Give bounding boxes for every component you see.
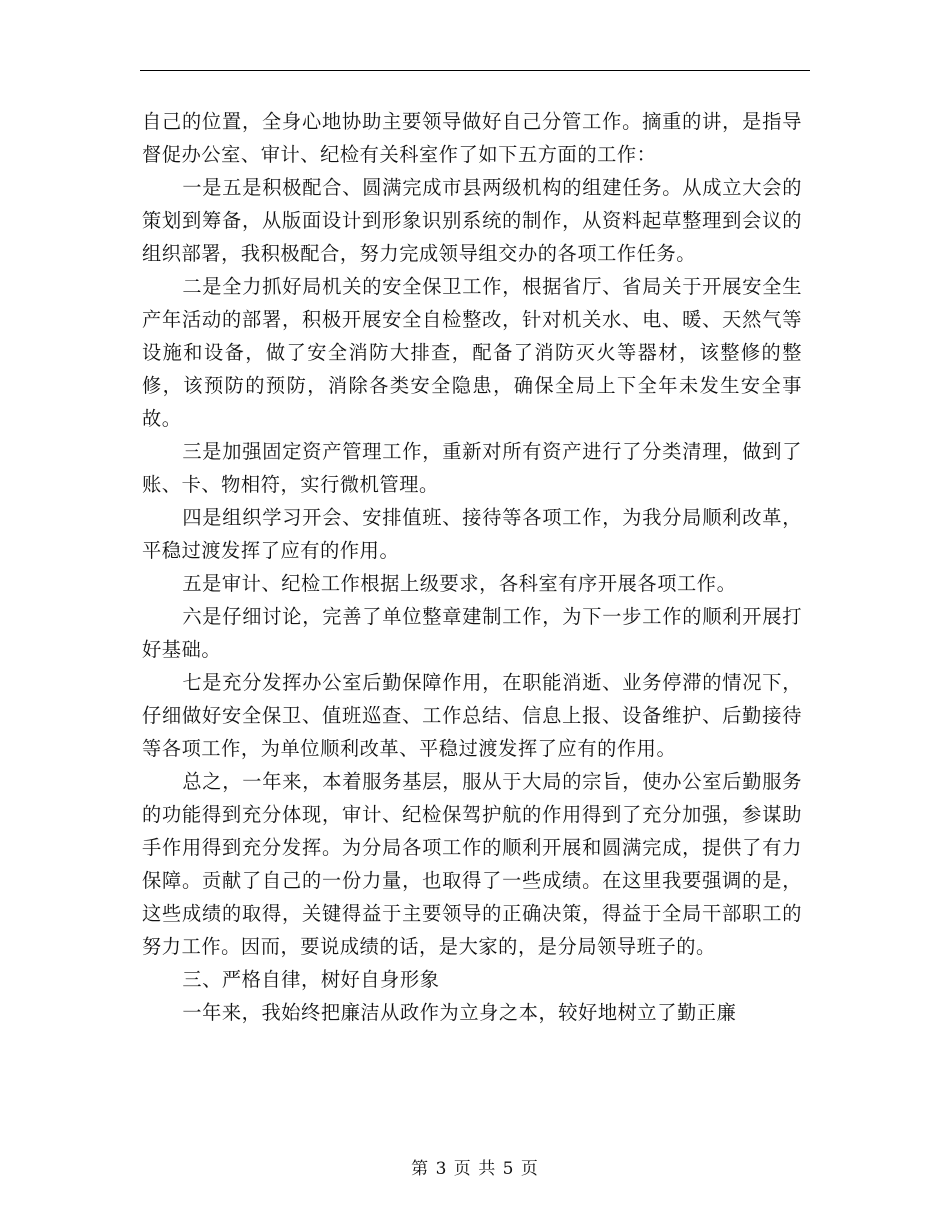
paragraph-5: 四是组织学习开会、安排值班、接待等各项工作，为我分局顺利改革，平稳过渡发挥了应有的作用。 xyxy=(142,506,802,562)
paragraph-7: 六是仔细讨论，完善了单位整章建制工作，为下一步工作的顺利开展打好基础。 xyxy=(142,605,802,661)
paragraph-6: 五是审计、纪检工作根据上级要求，各科室有序开展各项工作。 xyxy=(182,572,737,595)
page-footer: 第 3 页 共 5 页 xyxy=(411,1159,539,1179)
paragraph-8: 七是充分发挥办公室后勤保障作用，在职能消逝、业务停滞的情况下，仔细做好安全保卫、值班巡查、工作总结、信息上报、设备维护、后勤接待等各项工作，为单位顺利改革、平稳过渡发挥了应有的作用。 xyxy=(142,671,802,760)
paragraph-3: 二是全力抓好局机关的安全保卫工作，根据省厅、省局关于开展安全生产年活动的部署，积极开展安全自检整改，针对机关水、电、暖、天然气等设施和设备，做了安全消防大排查，配备了消防灭火等器材，该整修的整修，该预防的预防，消除各类安全隐患，确保全局上下全年未发生安全事故。 xyxy=(142,275,802,430)
document-body xyxy=(142,105,802,1029)
header-rule xyxy=(140,70,810,71)
paragraph-10: 一年来，我始终把廉洁从政作为立身之本，较好地树立了勤正廉 xyxy=(182,1001,737,1024)
paragraph-9: 总之，一年来，本着服务基层，服从于大局的宗旨，使办公室后勤服务的功能得到充分体现，审计、纪检保驾护航的作用得到了充分加强，参谋助手作用得到充分发挥。为分局各项工作的顺利开展和圆满完成，提供了有力保障。贡献了自己的一份力量，也取得了一些成绩。在这里我要强调的是，这些成绩的取得，关键得益于主要领导的正确决策，得益于全局干部职工的努力工作。因而，要说成绩的话，是大家的，是分局领导班子的。 xyxy=(142,770,802,958)
paragraph-1: 自己的位置，全身心地协助主要领导做好自己分管工作。摘重的讲，是指导督促办公室、审计、纪检有关科室作了如下五方面的工作： xyxy=(142,110,802,166)
section-heading: 三、严格自律，树好自身形象 xyxy=(182,968,440,991)
paragraph-2: 一是五是积极配合、圆满完成市县两级机构的组建任务。从成立大会的策划到筹备，从版面设计到形象识别系统的制作，从资料起草整理到会议的组织部署，我积极配合，努力完成领导组交办的各项工作任务。 xyxy=(142,176,802,265)
paragraph-4: 三是加强固定资产管理工作，重新对所有资产进行了分类清理，做到了账、卡、物相符，实行微机管理。 xyxy=(142,440,802,496)
